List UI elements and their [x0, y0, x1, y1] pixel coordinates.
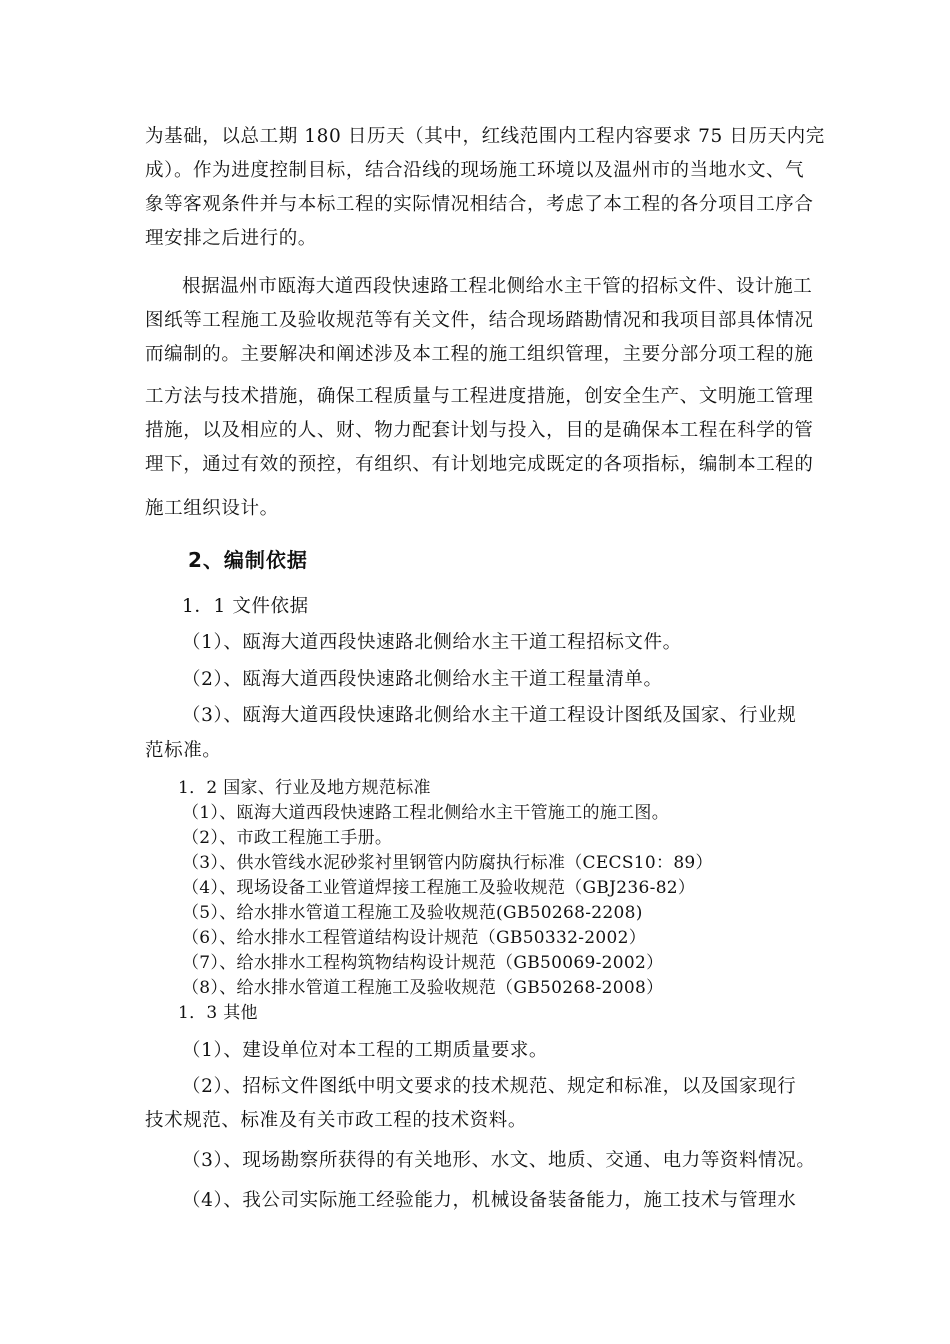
text-line: 措施，以及相应的人、财、物力配套计划与投入，目的是确保本工程在科学的管 — [145, 420, 814, 441]
list-item: （6）、给水排水工程管道结构设计规范（GB50332-2002） — [182, 928, 647, 948]
subsection-title: 1．3 其他 — [178, 1003, 258, 1023]
list-item: （8）、给水排水管道工程施工及验收规范（GB50268-2008） — [182, 978, 664, 998]
list-item: （1）、瓯海大道西段快速路北侧给水主干道工程招标文件。 — [182, 632, 682, 653]
list-item: （7）、给水排水工程构筑物结构设计规范（GB50069-2002） — [182, 953, 664, 973]
text-line: 根据温州市瓯海大道西段快速路工程北侧给水主干管的招标文件、设计施工 — [182, 276, 813, 297]
text-line: 工方法与技术措施，确保工程质量与工程进度措施，创安全生产、文明施工管理 — [145, 386, 814, 407]
text-line: 理下，通过有效的预控，有组织、有计划地完成既定的各项指标，编制本工程的 — [145, 454, 814, 475]
list-item: 范标准。 — [145, 740, 222, 761]
subsection-title: 1．1 文件依据 — [182, 596, 309, 617]
list-item: （1）、瓯海大道西段快速路工程北侧给水主干管施工的施工图。 — [182, 803, 670, 823]
text-line: 图纸等工程施工及验收规范等有关文件，结合现场踏勘情况和我项目部具体情况 — [145, 310, 814, 331]
list-item: （5）、给水排水管道工程施工及验收规范(GB50268-2208) — [182, 903, 643, 923]
text-line: 理安排之后进行的。 — [145, 228, 317, 249]
section-heading: 2、编制依据 — [188, 548, 308, 572]
list-item: （2）、招标文件图纸中明文要求的技术规范、规定和标准，以及国家现行 — [182, 1076, 797, 1097]
text-line: 为基础，以总工期 180 日历天（其中，红线范围内工程内容要求 75 日历天内完 — [145, 126, 825, 147]
text-line: 施工组织设计。 — [145, 498, 279, 519]
list-item: 技术规范、标准及有关市政工程的技术资料。 — [145, 1110, 528, 1131]
text-line: 成）。作为进度控制目标，结合沿线的现场施工环境以及温州市的当地水文、气 — [145, 160, 805, 181]
text-line: 象等客观条件并与本标工程的实际情况相结合，考虑了本工程的各分项目工序合 — [145, 194, 814, 215]
list-item: （3）、供水管线水泥砂浆衬里钢管内防腐执行标准（CECS10：89） — [182, 853, 713, 873]
list-item: （2）、瓯海大道西段快速路北侧给水主干道工程量清单。 — [182, 669, 663, 690]
list-item: （2）、市政工程施工手册。 — [182, 828, 393, 848]
list-item: （4）、我公司实际施工经验能力，机械设备装备能力，施工技术与管理水 — [182, 1190, 797, 1211]
text-line: 而编制的。主要解决和阐述涉及本工程的施工组织管理，主要分部分项工程的施 — [145, 344, 814, 365]
list-item: （4）、现场设备工业管道焊接工程施工及验收规范（GBJ236-82） — [182, 878, 696, 898]
subsection-title: 1．2 国家、行业及地方规范标准 — [178, 778, 431, 798]
list-item: （3）、现场勘察所获得的有关地形、水文、地质、交通、电力等资料情况。 — [182, 1150, 816, 1171]
list-item: （3）、瓯海大道西段快速路北侧给水主干道工程设计图纸及国家、行业规 — [182, 705, 797, 726]
list-item: （1）、建设单位对本工程的工期质量要求。 — [182, 1040, 549, 1061]
